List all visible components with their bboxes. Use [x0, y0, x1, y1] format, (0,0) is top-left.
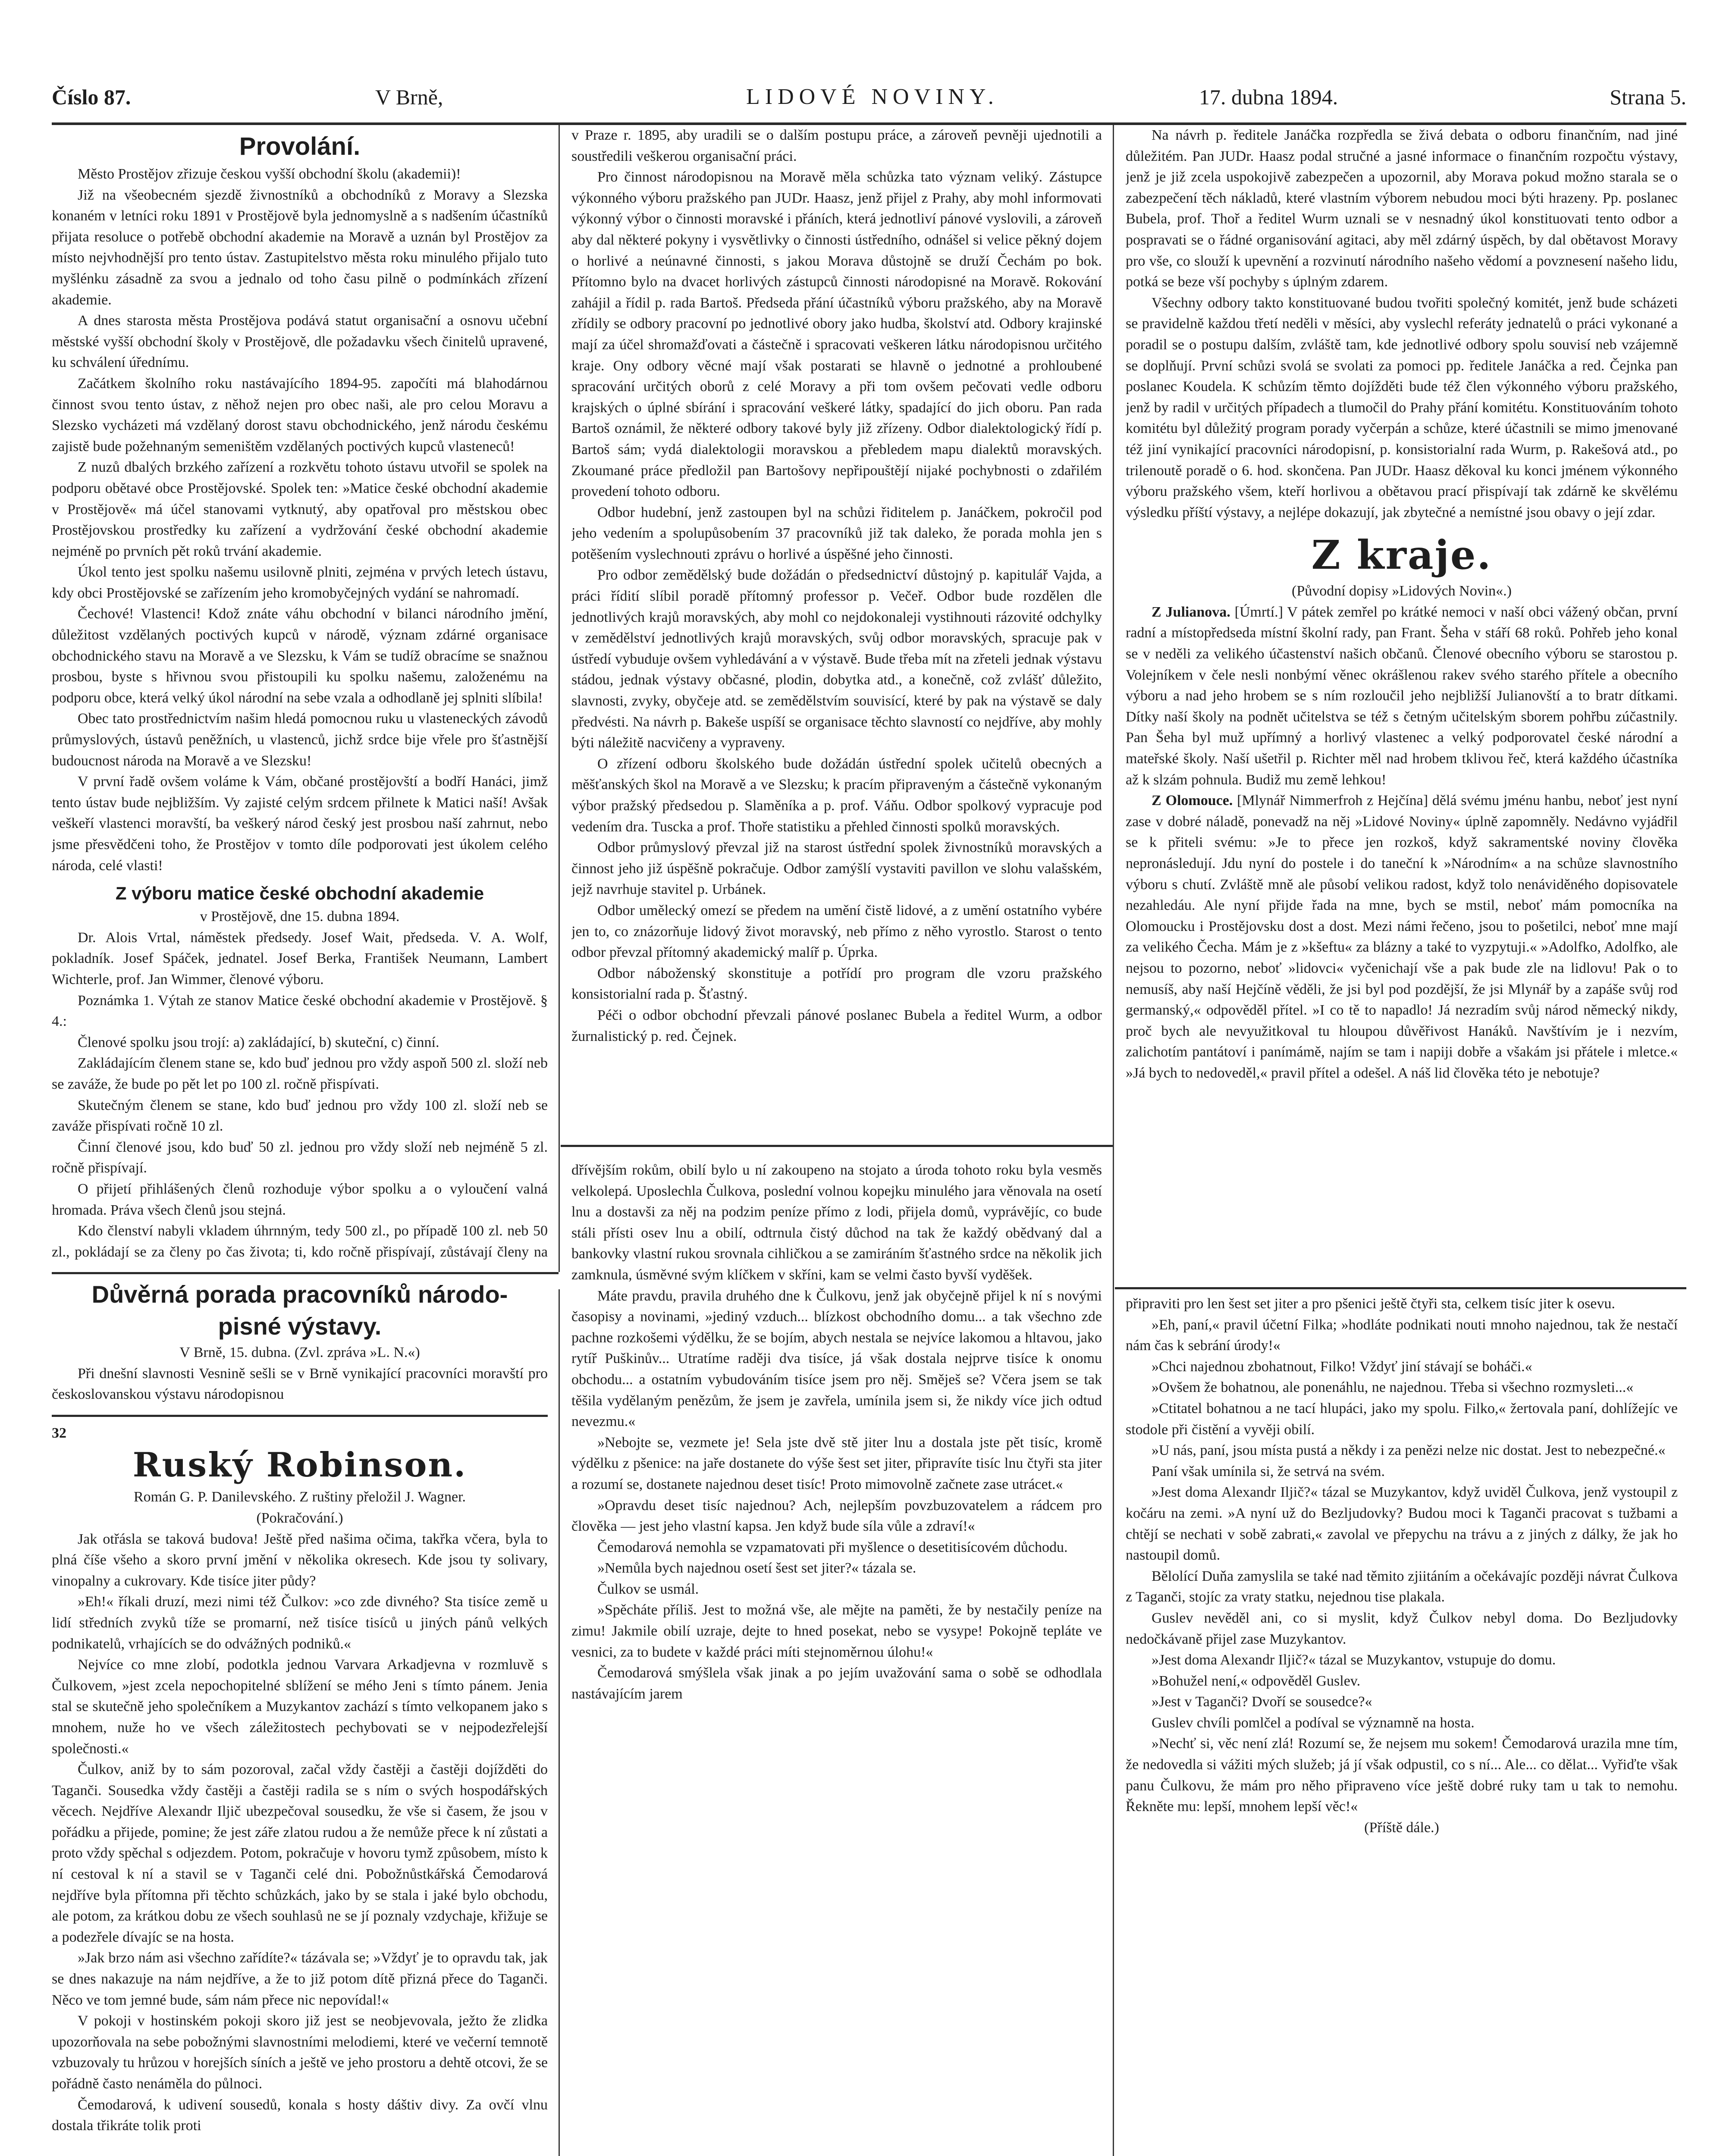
news-place: Z Julianova.	[1152, 604, 1230, 620]
paragraph: »Eh, paní,« pravil účetní Filka; »hodláte podnikati nouti mnoho najednou, tak že nestačí nám čas k sebrání úrody!«	[1126, 1316, 1678, 1354]
news-place: Z Olomouce.	[1152, 793, 1233, 809]
news-item-olomouc	[1126, 790, 1678, 1084]
paragraph: »Spěcháte příliš. Jest to možná vše, ale mějte na paměti, že by nestačily peníze na zimu! Jakmile obilí uzraje, dejte to hned posekat, nebo se vysype! Pokojně tepláte ve vesnici, za to budete v každé práci míti stejnoměrnou úlohu!«	[571, 1602, 1102, 1660]
section-rule	[1115, 1287, 1686, 1289]
vybor-subheading: v Prostějově, dne 15. dubna 1894.	[200, 909, 400, 925]
paragraph: Odbor umělecký omezí se předem na umění čistě lidové, a z umění ostatního vybére jen to, co znázorňuje lidový život moravský, neb přímo z něho vyrostlo. Starost o tento odbor převzal přítomný akademický malíř p. Úprka.	[571, 902, 1102, 961]
feuilleton-number: 32	[52, 1425, 66, 1441]
news-text: [Mlynář Nimmerfroh z Hejčína] dělá svému jménu hanbu, neboť jest nyní zase v dobré náladě, ponevadž na něj »Lidové Noviny« úplně zapomněly. Nedávno vyjádřil se k přiteli svému: »Je to přece jen rozkoš, když sakramentské noviny člověka nepronásledují. Jdu nyní do postele i do taneční k »Národním« a na schůze slavnostního výboru s chutí. Zvláště mně ale působí velikou radost, když tolo nenáviděného dopisovatele nezahledáu. Ale nyní přijde řada na mne, bych se mstil, neboť mám pomocníka na Olomoucku i Prostějovsku dost a dost. Mezi námi řečeno, jsou to pošetilci, neboť mne mají za velikého Čecha. Mám je z »kšeftu« za blázny a také to vyzpytuji.« »Adolfko, Adolfko, ale nejsou to pozorno, neboť »lidovci« vyčenichají vše a pak bude zle na lidlovu! Pak o to nemusíš, aby naší Hejčíně věděli, že jsi byl pod pozdější, že jsi Mlynář by a zapáše svůj rod germanský,« odpověděl přítel. »I co tě to napadlo! Já nezradím svůj národ německý nikdy, proč bych ale nevyužitkoval tu hloupou důvěřivost Hanáků. Navštívím je i nezvím, zalichotím pantátoví i panímámě, najím se tam i napiji dobře a všakám jsi přátele i mletce.« »Já bych to nedoveděl,« pravil přítel a odešel. A náš lid člověka této je nebotuje?	[1126, 793, 1678, 1081]
paragraph: »Nebojte se, vezmete je! Sela jste dvě stě jiter lnu a dostala jste pět tisíc, kromě výdělku z pšenice: na jaře dostanete do výše šest set jiter, připravíte tisíc lnu čtyři sta jiter a rozumí se, dostanete najednou deset tisíc! Proto mimovolně začnete zase utrácet.«	[571, 1434, 1102, 1492]
paragraph: dřívějším rokům, obilí bylo u ní zakoupeno na stojato a úroda tohoto roku byla vesměs velkolepá. Uposlechla Čulkova, poslední volnou kopejku minulého jara věnovala na osetí lnu a dostavši za něj na podzim peníze přímo z lodi, přijela domů, vyprávějíc, co bude stáli přísti osev lnu a obilí, odtrnula čistý důchod na tak že každý obědvaný dal a bankovky vlastní rukou srovnala cihličkou a se zamiráním šťastného srdce na několik jich zamknula, úsměvné svým klíčkem v skříni, kam se velmi často byvší vyděšek.	[571, 1162, 1102, 1283]
paragraph: Máte pravdu, pravila druhého dne k Čulkovu, jenž jak obyčejně přijel k ní s novými časopisy a novinami, »jediný vzduch... blízkost obchodního domu... a tak všechno zde pachne rozkošemi výdělku, že se bojím, abych nestala se nejvíce lakomou a hltavou, jako rytíř Puškinův... Utratíme raději dva tisíce, já však dostala nejprve tisíce k onomu obchodu... a ostatním vybudováním tisíce jsem pro něj. Směješ se? Včera jsem se tak těšila vydělaným penězům, že jsem je zavřela, umínila jsem si, že nikdy více jich odtud nevezmu.«	[571, 1288, 1102, 1430]
paragraph: Odbor hudební, jenž zastoupen byl na schůzi řiditelem p. Janáčkem, pokročil pod jeho vedením a spolupůsobením 37 pracovníků již tak daleko, že porada mohla jen s potěšením vyslechnouti zprávu o horlivé a úspěšné jeho činnosti.	[571, 504, 1102, 562]
note: Členové spolku jsou trojí: a) zakládající, b) skuteční, c) činní.	[78, 1034, 439, 1050]
paragraph: Odbor náboženský skonstituje a potřídí pro program dle vzoru pražského konsistorialní rada p. Šťastný.	[571, 965, 1102, 1003]
paragraph: Již na všeobecném sjezdě živnostníků a obchodníků z Moravy a Slezska konaném v letníci roku 1891 v Prostějově byla jednomyslně a s nadšením účastníků přijata resoluce o potřebě obchodní akademie na Moravě a uznán byl Prostějov za místo nejvhodnější pro tento ústav. Zastupitelstvo města roku minulého přijalo tuto myšlénku zásadně za svou a jednalo od toho času pilně o podmínkách zřízení akademie.	[52, 187, 548, 308]
page-number: Strana 5.	[1610, 85, 1686, 109]
paragraph: Úkol tento jest spolku našemu usilovně plniti, zejména v prvých letech ústavu, kdy obci Prostějovské se zařízením jeho kromobyčejných vydání se nahromadí.	[52, 564, 548, 601]
paragraph: Péči o odbor obchodní převzali pánové poslanec Bubela a ředitel Wurm, a odbor žurnalistický p. red. Čejnek.	[571, 1007, 1102, 1044]
column-2-bottom	[571, 1160, 1102, 2156]
porada-heading-line1: Důvěrná porada pracovníků národo-	[91, 1281, 508, 1308]
paragraph: »Jak brzo nám asi všechno zařídíte?« tázávala se; »Vždyť je to opravdu tak, jak se dnes nakazuje na nám nejdříve, a že to již potom dítě přizná přece do Taganči. Něco ve tom jemné bude, sám nám přece nic nepovídal!«	[52, 1950, 548, 2008]
column-2-top	[571, 125, 1102, 1125]
vybor-members: Dr. Alois Vrtal, náměstek předsedy. Josef Wait, předseda. V. A. Wolf, pokladník. Josef Spáček, jednatel. Josef Berka, František Neumann, Lambert Wichterle, prof. Jan Wimmer, členové výboru.	[52, 929, 548, 987]
column-rule	[559, 125, 560, 1272]
paragraph: Pro činnost národopisnou na Moravě měla schůzka tato význam veliký. Zástupce výkonného výboru pražského pan JUDr. Haasz, jenž přijel z Prahy, aby mohl informovati výkonný výbor o činnosti moravské i přáních, která jednotliví pánové vyslovili, a zároveň aby dal některé pokyny i vysvětlivky o činnosti ústředního, odnášel si velice pěkný dojem o horlivé a neúnavné činnosti, s jakou Morava důstojně se druží Čechám po bok. Přítomno bylo na dvacet horlivých zástupců činnosti národopisné na Moravě. Rokování zahájil a řídil p. rada Bartoš. Předseda přání účastníků výboru pražského, aby na Moravě zřídily se odbory pracovní po jednotlivé obory jako hudba, školství atd. Odbory krajinské mají za účel shromažďovati a částečně i spracovati veškeren látku národopisnou určitého kraje. Ony odbory věcné mají však postarati se hlavně o jednotné a prohloubené spracování určitých oborů z celé Moravy a při tom ovšem pečovati vedle odboru krajských o úplné sbírání i spracování veškeré látky, spadající do jich oboru. Pan rada Bartoš oznámil, že některé odbory takové byly již zřízeny. Odbor dialektologický řídí p. Bartoš sám; vydá dialektologii moravskou a přebledem mapu dialektů moravských. Zkoumané práce předložil pan Bartošovy nepřipouštějí nijaké pochybnosti o zdařilém provedení tohoto odboru.	[571, 169, 1102, 500]
robinson-byline: Román G. P. Danilevského. Z ruštiny přeložil J. Wagner.	[133, 1489, 466, 1505]
column-rule	[1113, 125, 1114, 2156]
porada-heading-line2: pisné výstavy.	[218, 1313, 382, 1340]
paragraph: v Praze r. 1895, aby uradili se o dalším postupu práce, a zároveň pevněji ujednotili a soustředili veškerou organisační práci.	[571, 127, 1102, 164]
paragraph: Čemodarová nemohla se vzpamatovati při myšlence o desetitisícovém důchodu.	[597, 1539, 1068, 1555]
section-rule	[52, 1272, 559, 1274]
feuilleton-rule	[52, 1415, 548, 1417]
paragraph: Odbor průmyslový převzal již na starost ústřední spolek živnostníků moravských a činnost jeho již úspěšně pokračuje. Odbor zamýšlí vystaviti pavillon ve slohu valašském, jejž navrhuje stavitel p. Urbánek.	[571, 840, 1102, 898]
paragraph: V první řadě ovšem voláme k Vám, občané prostějovští a bodří Hanáci, jimž tento ústav bude nejbližším. Vy zajisté celým srdcem přilnete k Matici naší! Avšak veškeří vlastenci moravští, ba veškerý národ český jest prosbou naší zahrnut, nebo jsme přesvědčeni toho, že Prostějov v tomto díle podporovati jest úkolem celého národa, celé vlasti!	[52, 774, 548, 874]
to-be-continued: (Příště dále.)	[1364, 1819, 1439, 1836]
paragraph: »Chci najednou zbohatnout, Filko! Vždyť jiní stávají se boháči.«	[1152, 1358, 1532, 1375]
paragraph: »Ovšem že bohatnou, ale ponenáhlu, ne najednou. Třeba si všechno rozmysleti...«	[1152, 1379, 1634, 1396]
paragraph: Pro odbor zemědělský bude dožádán o předsednictví důstojný p. kapitulář Vajda, a práci řídití slíbil poradě přítomný professor p. Večeř. Odbor bude rozdělen dle jednotlivých krajů moravských, aby mohl co nejdokonaleji vystihnouti rázovité odchylky v zemědělství jednotlivých krajů moravských, svůj odbor moravských, spracuje pak v ústředí vybuduje ovšem vyhledávání a v výstavě. Bude třeba mít na zřeteli jednak výstavu stádou, jednak výstavy občasné, plodin, dobytka atd., a konečně, což zvlášť důležito, slavnosti, zvyky, obyčeje atd. se zemědělstvím souvisící, které by pak na výstavě se daly předvésti. Na návrh p. Bakeše uspíší se organisace těchto slavností co nejdříve, aby mohly býti náležitě nacvičeny a vypraveny.	[571, 567, 1102, 751]
paragraph: »Ctitatel bohatnou a ne tací hlupáci, jako my spolu. Filko,« žertovala paní, dohlížejíc ve stodole při čistění a vyvěji obilí.	[1126, 1400, 1678, 1438]
paragraph: připraviti pro len šest set jiter a pro pšenici ještě čtyři sta, celkem tisíc jiter k osevu.	[1126, 1296, 1615, 1312]
paragraph: Začátkem školního roku nastávajícího 1894-95. započíti má blahodárnou činnost svou tento ústav, z něhož nejen pro obec naši, ale pro celou Moravu a Slezsko vycházeti má vzdělaný dorost stavu obchodnického, jenž národu českému zajistě bude požehnaným semeništěm vzdělaných poctivých kupců vlasteneců!	[52, 375, 548, 454]
paragraph: Jak otřásla se taková budova! Ještě před našima očima, takřka včera, byla to plná číše všeho a skoro první jmění v několika okresech. Kde jsou ty solivary, vinopalny a cukrovary. Kde tisíce jiter půdy?	[52, 1531, 548, 1589]
paragraph: Všechny odbory takto konstituované budou tvořiti společný komitét, jenž bude scházeti se pravidelně každou třetí neděli v měsíci, aby vyslechl referáty jednatelů o práci vykonané a poradil se o postupu dalším, zvláště tam, kde jednotlivé odbory spolu souvisí neb vzájemně se doplňují. První schůzi svolá se svolati za pomoci pp. ředitele Janáčka a red. Čejnka pan poslanec Koudela. K schůzím těmto dojížděti bude též člen výkonného výboru pražského, jenž by radil v určitých případech a tlumočil do Prahy přání komitétu. Konstituováním tohoto komitétu byl důležitý program porady vyčerpán a schůze, které účastnili se mimo jmenované též jiní vynikající pracovníci národopisní, p. konsistorialní rada Wurm, p. Rakešová atd., po trilenoutě poradě o 6. hod. skončena. Pan JUDr. Haasz děkoval ku konci jménem výkonného výboru pražského všem, kteří horlivou a obětavou prací přispívají tak zdárně ke skvělému výsledku příští výstavy, a nejlépe dokazují, jak zbytečné a nemístné jsou obavy o její zdar.	[1126, 295, 1678, 520]
paragraph: »Jest doma Alexandr Iljič?« tázal se Muzykantov, když uviděl Čulkova, jenž vystoupil z kočáru na zemi. »A nyní už do Bezljudovky? Budou moci k Taganči pracovat s tužbami a chtějí se nechati v sobě zabrati,« zavolal ve přepychu na trávu a z jiných z dálky, že jak ho nastoupil domů.	[1126, 1484, 1678, 1564]
vybor-heading: Z výboru matice české obchodní akademie	[115, 883, 484, 904]
section-rule	[561, 1145, 1113, 1147]
paragraph: O zřízení odboru školského bude dožádán ústřední spolek učitelů obecných a měšťanských škol na Moravě a ve Slezsku; k pracím připraveným a částečně vykonaným výbor pražský předsedou p. Slaměníka a p. prof. Váňu. Odbor spolkový vypracuje pod vedením dra. Tuscka a prof. Thoře statistiku a přehled činnosti spolků moravských.	[571, 755, 1102, 835]
paragraph: »Eh!« říkali druzí, mezi nimi též Čulkov: »co zde divného? Sta tisíce země u lidí středních zvyků tíže se promarní, než tisíce tisíců u jiných pánů velkých podnikatelů, vrhajících se do odvážných podniků.«	[52, 1594, 548, 1652]
issue-number: Číslo 87.	[52, 85, 131, 109]
paragraph: A dnes starosta města Prostějova podává statut organisační a osnovu učební městské vyšší obchodní školy v Prostějově, dle požadavku všech činitelů upravené, ku schválení úřednímu.	[52, 313, 548, 371]
paragraph: »Jest v Taganči? Dvoří se sousedce?«	[1152, 1694, 1372, 1710]
note: O přijetí přihlášených členů rozhoduje výbor spolku a o vyloučení valná hromada. Práva všech členů jsou stejná.	[52, 1181, 548, 1218]
robinson-continued: (Pokračování.)	[256, 1510, 343, 1526]
paragraph: Paní však umínila si, že setrvá na svém.	[1152, 1463, 1385, 1479]
paragraph: Na návrh p. ředitele Janáčka rozpředla se živá debata o odboru finančním, nad jiné důležitém. Pan JUDr. Haasz podal stručné a jasné informace o finančním rozpočtu výstavy, jenž je již zcela uspokojivě zabezpečen a upozornil, aby Morava pokud možno starala se o zabezpečení těch nákladů, které vlastním výborem nebudou moci býti hrazeny. Pp. poslanec Bubela, prof. Thoř a ředitel Wurm uznali se v nesnadný úkol konstituovati tento odbor a pospravati se o řádné organisování agitaci, aby měl zdárný úspěch, by dal obětavost Moravy pro vše, co slouží k upevnění a rozvinutí národního našeho vědomí a povznesení našeho lidu, potká se beze vší pochyby s úplným zdarem.	[1126, 127, 1678, 290]
paragraph: »Nemůla bych najednou osetí šest set jiter?« tázala se.	[597, 1560, 916, 1576]
paragraph: Guslev chvíli pomlčel a podíval se významně na hosta.	[1152, 1714, 1475, 1731]
column-1-bottom	[52, 1279, 548, 2156]
paragraph: Město Prostějov zřizuje českou vyšší obchodní školu (akademii)!	[78, 166, 461, 182]
masthead-city: V Brně,	[375, 85, 443, 109]
paragraph: Guslev nevěděl ani, co si myslit, když Čulkov nebyl doma. Do Bezljudovky nedočkávaně přijel zase Muzykantov.	[1126, 1610, 1678, 1647]
note: Zakládajícím členem stane se, kdo buď jednou pro vždy aspoň 500 zl. složí neb se zaváže, že bude po pět let po 100 zl. ročně přispívati.	[52, 1055, 548, 1092]
column-rule	[559, 1289, 560, 2156]
paragraph: »Jest doma Alexandr Iljič?« tázal se Muzykantov, vstupuje do domu.	[1152, 1652, 1556, 1668]
note: Kdo členství nabyli vkladem úhrnným, tedy 500 zl., po případě 100 zl. neb 50 zl., pokládají se za členy po čas života; ti, kdo ročně přispívají, zůstávají členy na	[52, 1223, 548, 1260]
paragraph: V pokoji v hostinském pokoji skoro již jest se neobjevovala, ježto že zlidka upozorňovala na sebe pobožnými slavnostními melodiemi, které ve večerní temnotě vzbuzovaly tu hrůzou v horejších síních a ještě ve jeho prostoru a dehtě otcovi, že se pořádně často nenáměla do půlnoci.	[52, 2013, 548, 2092]
note: Skutečným členem se stane, kdo buď jednou pro vždy 100 zl. složí neb se zaváže přispívati ročně 10 zl.	[52, 1097, 548, 1134]
note: Činní členové jsou, kdo buď 50 zl. jednou pro vždy složí neb nejméně 5 zl. ročně přispívají.	[52, 1139, 548, 1176]
note: Poznámka 1. Výtah ze stanov Matice české obchodní akademie v Prostějově. § 4.:	[52, 992, 548, 1030]
paragraph: Čulkov, aniž by to sám pozoroval, začal vždy častěji a častěji dojížděti do Taganči. Sousedka vždy častěji a častěji radila se s ním o svých hospodářských věcech. Nejdříve Alexandr Iljič ubezpečoval sousedku, že vše si časem, že jsou v pořádku a přijede, pomine; že jest záře zlatou rudou a že nemůže přece k ní zůstati a proto vždy spěchal s odjezdem. Potom, pokračuje v hovoru tymž způsobem, místo k ní cestoval k ní a stavil se v Taganči celé dni. Pobožnůstkářská Čemodarová nejdříve byla přítomna při těchto schůzkách, jako by se stala i jaké bylo obchodu, ale potom, za krátkou dobu ze všech souhlasů ne se jí poznaly vzdychaje, křižuje se a podezřele dívajíc se na hosta.	[52, 1761, 548, 1945]
paragraph: »Opravdu deset tisíc najednou? Ach, nejlepším povzbuzovatelem a rádcem pro člověka — jest jeho vlastní kapsa. Jen když bude síla vůle a zdraví!«	[571, 1497, 1102, 1535]
robinson-heading: Ruský Robinson.	[132, 1445, 467, 1485]
paragraph: Čulkov se usmál.	[597, 1581, 699, 1597]
paragraph: »U nás, paní, jsou místa pustá a někdy i za penězi nelze nic dostat. Jest to nebezpečné.«	[1152, 1442, 1666, 1459]
provolani-heading: Provolání.	[239, 132, 361, 160]
news-text: [Úmrtí.] V pátek zemřel po krátké nemoci v naší obci vážený občan, první radní a místopředseda místní školní rady, pan Frant. Šeha v stáří 68 roků. Pohřeb jeho konal se v neděli za velikého účastenství našich občanů. Členové obecního výboru se starostou p. Volejníkem v čele nesli nonbýmí věnec okrášlenou rakev svého starého přítele a obecního výboru a nad jeho hrobem se s ním rozloučil jeho nejbližší Julianovští a to bratr dítkami. Dítky naší školy na podnět učitelstva se též s četným učitelským sborem pohřbu zúčastnily. Pan Šeha byl muž upřímný a horlivý vlastenec a velký podporovatel české národní a mateřské školy. Naší ušetřil p. Richter měl nad hrobem tklivou řeč, která každého účastníka až k slzám pohnula. Budiž mu země lehkou!	[1126, 604, 1678, 788]
masthead	[52, 73, 1686, 121]
paragraph: Bělolící Duňa zamyslila se také nad těmito zjiitáním a očekávajíc později návrat Čulkova z Taganči, stojíc za vraty statku, nejednou tise plakala.	[1126, 1568, 1678, 1605]
column-1-top	[52, 129, 548, 1263]
paragraph: Nejvíce co mne zlobí, podotkla jednou Varvara Arkadjevna v rozmluvě s Čulkovem, »jest zcela nepochopitelné sblížení se mého Jeni s tímto pánem. Jenia stal se skutečně jeho společníkem a Muzykantov zachází s tímto velkopanem jako s mnohem, nuže ho ve všech záležitostech pechybovati se v nejpodezřelejší společnosti.«	[52, 1657, 548, 1757]
paragraph: Obec tato prostřednictvím našim hledá pomocnou ruku u vlasteneckých závodů průmyslových, ústavů peněžních, u vlastenců, jichž srdce bije vřele pro šťastnější budoucnost národa na Moravě a ve Slezsku!	[52, 711, 548, 769]
zkraje-heading: Z kraje.	[1311, 532, 1492, 579]
paragraph: Z nuzů dbalých brzkého zařízení a rozkvětu tohoto ústavu utvořil se spolek na podporu obětavé obce Prostějovské. Spolek ten: »Matice české obchodní akademie v Prostějově« má účel stanovami vytknutý, aby opatřoval pro městskou obec Prostějovskou prostředky ku zařízení a vydržování české obchodní akademie nejméně po prvních pět roků trvání akademie.	[52, 459, 548, 559]
paragraph: Čechové! Vlastenci! Kdož znáte váhu obchodní v bilanci národního jmění, důležitost vzdělaných poctivých kupců v národě, význam zdárné organisace obchodnického stavu na Moravě a ve Slezsku, k Vám se tudíž obracíme se snažnou prosbou, byste s hřivnou svou přistoupili ku spolku našemu, založenému na podporu obce, která velký úkol národní na sebe vzala a odhodlaně jej splniti slíbila!	[52, 606, 548, 706]
column-3-top	[1126, 125, 1678, 1285]
porada-dateline: V Brně, 15. dubna. (Zvl. zpráva »L. N.«)	[179, 1344, 420, 1360]
issue-date: 17. dubna 1894.	[1199, 85, 1338, 109]
column-3-bottom	[1126, 1294, 1678, 2156]
porada-lead: Při dnešní slavnosti Vesnině sešli se v Brně vynikající pracovníci moravští pro českoslovanskou výstavu národopisnou	[52, 1365, 548, 1403]
paragraph: »Bohužel není,« odpověděl Guslev.	[1152, 1673, 1361, 1689]
paragraph: Čemodarová smýšlela však jinak a po jejím uvažování sama o sobě se odhodlala nastávajícím jarem	[571, 1665, 1102, 1702]
paragraph: »Nechť si, věc není zlá! Rozumí se, že nejsem mu sokem! Čemodarová urazila mne tím, že nedovedla si vážiti mých služeb; já jí však odpustil, co s ní... Ale... co dělat... Vyřiďte však panu Čulkovu, že mám pro něho připraveno více ještě dobré ruky tam u tak to nemohu. Řekněte mu: lepší, mnohem lepší věc!«	[1126, 1736, 1678, 1815]
news-item-julianov	[1126, 602, 1678, 790]
newspaper-title: LIDOVÉ NOVINY.	[746, 85, 999, 109]
zkraje-subheading: (Původní dopisy »Lidových Novin«.)	[1292, 583, 1512, 599]
paragraph: Čemodarová, k udivení sousedů, konala s hosty dáštiv divy. Za ovčí vlnu dostala třikráte tolik proti	[52, 2096, 548, 2134]
